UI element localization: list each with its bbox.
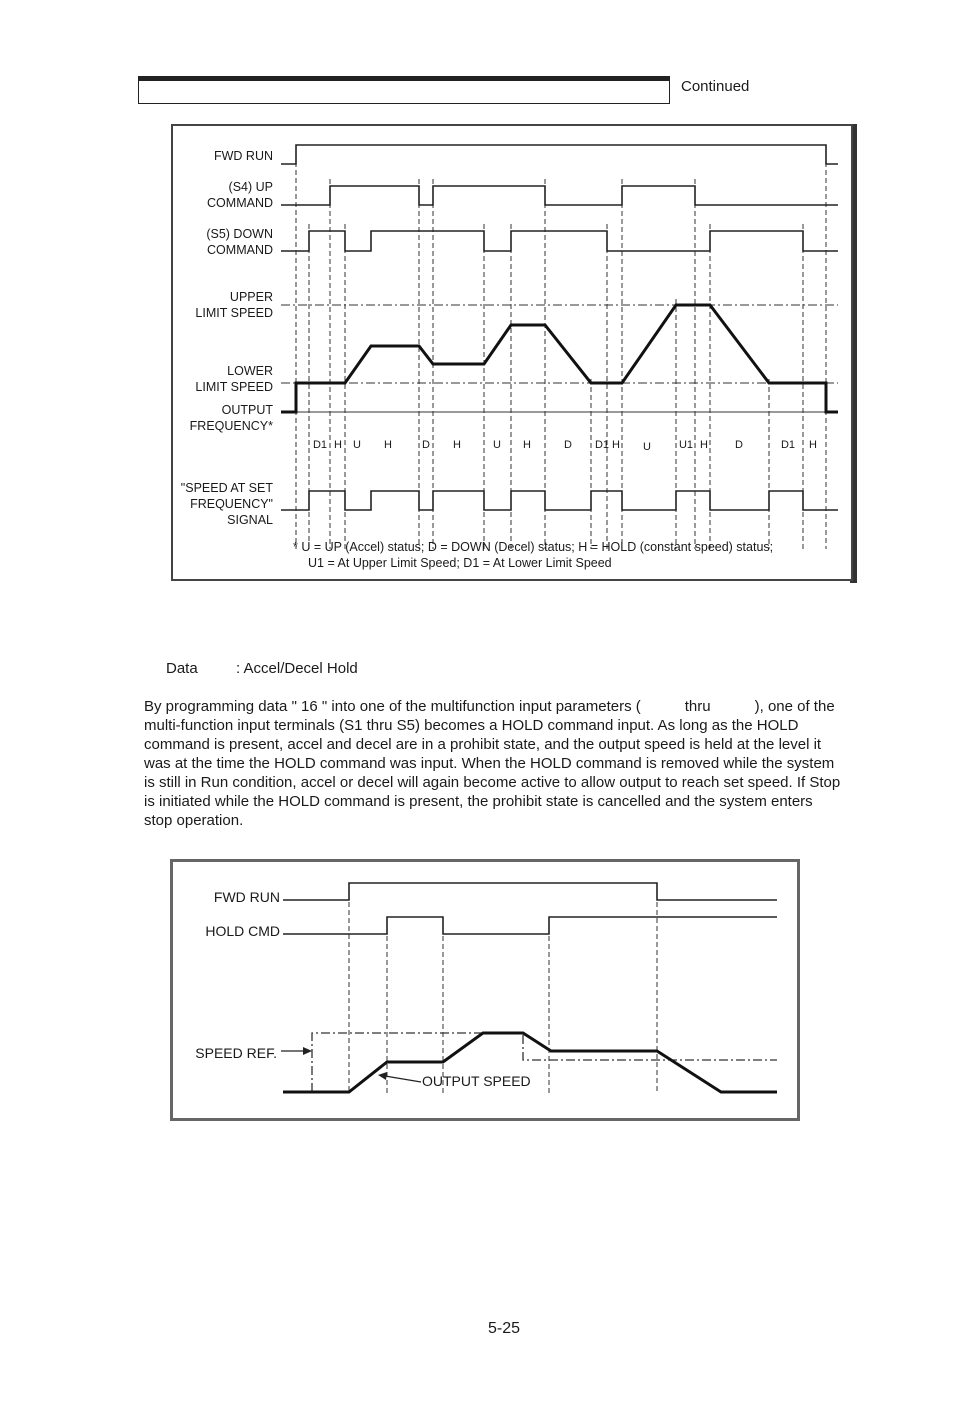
lower-limit-label-2: LIMIT SPEED	[195, 380, 273, 394]
status-d: D	[735, 439, 743, 451]
s4-up-label-2: COMMAND	[207, 196, 273, 210]
s4-up-label-1: (S4) UP	[228, 180, 273, 194]
speed-ref-label: SPEED REF.	[195, 1045, 277, 1061]
fwd-run-label: FWD RUN	[213, 149, 273, 163]
hold-fwd-run-label: FWD RUN	[213, 889, 280, 905]
status-d1: D1	[594, 439, 610, 451]
page-number: 5-25	[488, 1320, 521, 1337]
status-h: H	[612, 439, 620, 451]
speed-signal-label-3: SIGNAL	[227, 513, 273, 527]
status-h: H	[334, 439, 342, 451]
status-u: U	[643, 441, 651, 453]
hold-timing-diagram	[170, 859, 800, 1121]
paragraph-part-1: By programming data " 16 " into one of the multifunction input parameters (	[144, 698, 641, 715]
output-frequency-label-1: OUTPUT	[221, 403, 273, 417]
output-frequency-label-2: FREQUENCY*	[189, 419, 273, 433]
hold-description-paragraph	[144, 697, 844, 830]
status-d1: D1	[780, 439, 796, 451]
status-u: U	[493, 439, 501, 451]
status-h: H	[809, 439, 817, 451]
s5-down-label-1: (S5) DOWN	[206, 227, 273, 241]
status-h: H	[523, 439, 531, 451]
output-speed-label: OUTPUT SPEED	[422, 1073, 531, 1089]
s5-down-label-2: COMMAND	[207, 243, 273, 257]
data-setting-line	[166, 660, 358, 677]
speed-signal-label-1: "SPEED AT SET	[180, 481, 273, 495]
legend-footnote-2: U1 = At Upper Limit Speed; D1 = At Lower Limit Speed	[308, 556, 612, 570]
updown-timing-svg	[171, 124, 857, 583]
data-value: : Accel/Decel Hold	[236, 660, 358, 677]
section-header-box	[138, 81, 670, 104]
status-d: D	[564, 439, 572, 451]
status-h: H	[384, 439, 392, 451]
status-d: D	[422, 439, 430, 451]
legend-footnote-1: * U = UP (Accel) status; D = DOWN (Decel) status; H = HOLD (constant speed) status;	[293, 540, 774, 554]
upper-limit-label-2: LIMIT SPEED	[195, 306, 273, 320]
speed-signal-label-2: FREQUENCY"	[190, 497, 273, 511]
hold-cmd-label: HOLD CMD	[205, 923, 280, 939]
updown-timing-diagram	[171, 124, 857, 583]
lower-limit-label-1: LOWER	[227, 364, 273, 378]
status-u: U	[353, 439, 361, 451]
data-label: Data	[166, 660, 198, 677]
paragraph-part-2: ), one of the multi-function input terminals (S1 thru S5) becomes a HOLD command input. As long as the HOLD command is present, accel and decel are in a prohibit state, and the output speed is held at the level it was at the time the HOLD command was input. When the HOLD command is removed while the system is still in Run condition, accel or decel will again become active to allow output to reach set speed. If Stop is initiated while the HOLD command is present, the prohibit state is cancelled and the system enters stop operation.	[144, 698, 841, 829]
status-h: H	[700, 439, 708, 451]
upper-limit-label-1: UPPER	[229, 290, 273, 304]
paragraph-thru: thru	[684, 698, 711, 715]
status-h: H	[453, 439, 461, 451]
continued-label: Continued	[681, 78, 750, 95]
status-u1: U1	[678, 439, 694, 451]
status-d1: D1	[312, 439, 328, 451]
